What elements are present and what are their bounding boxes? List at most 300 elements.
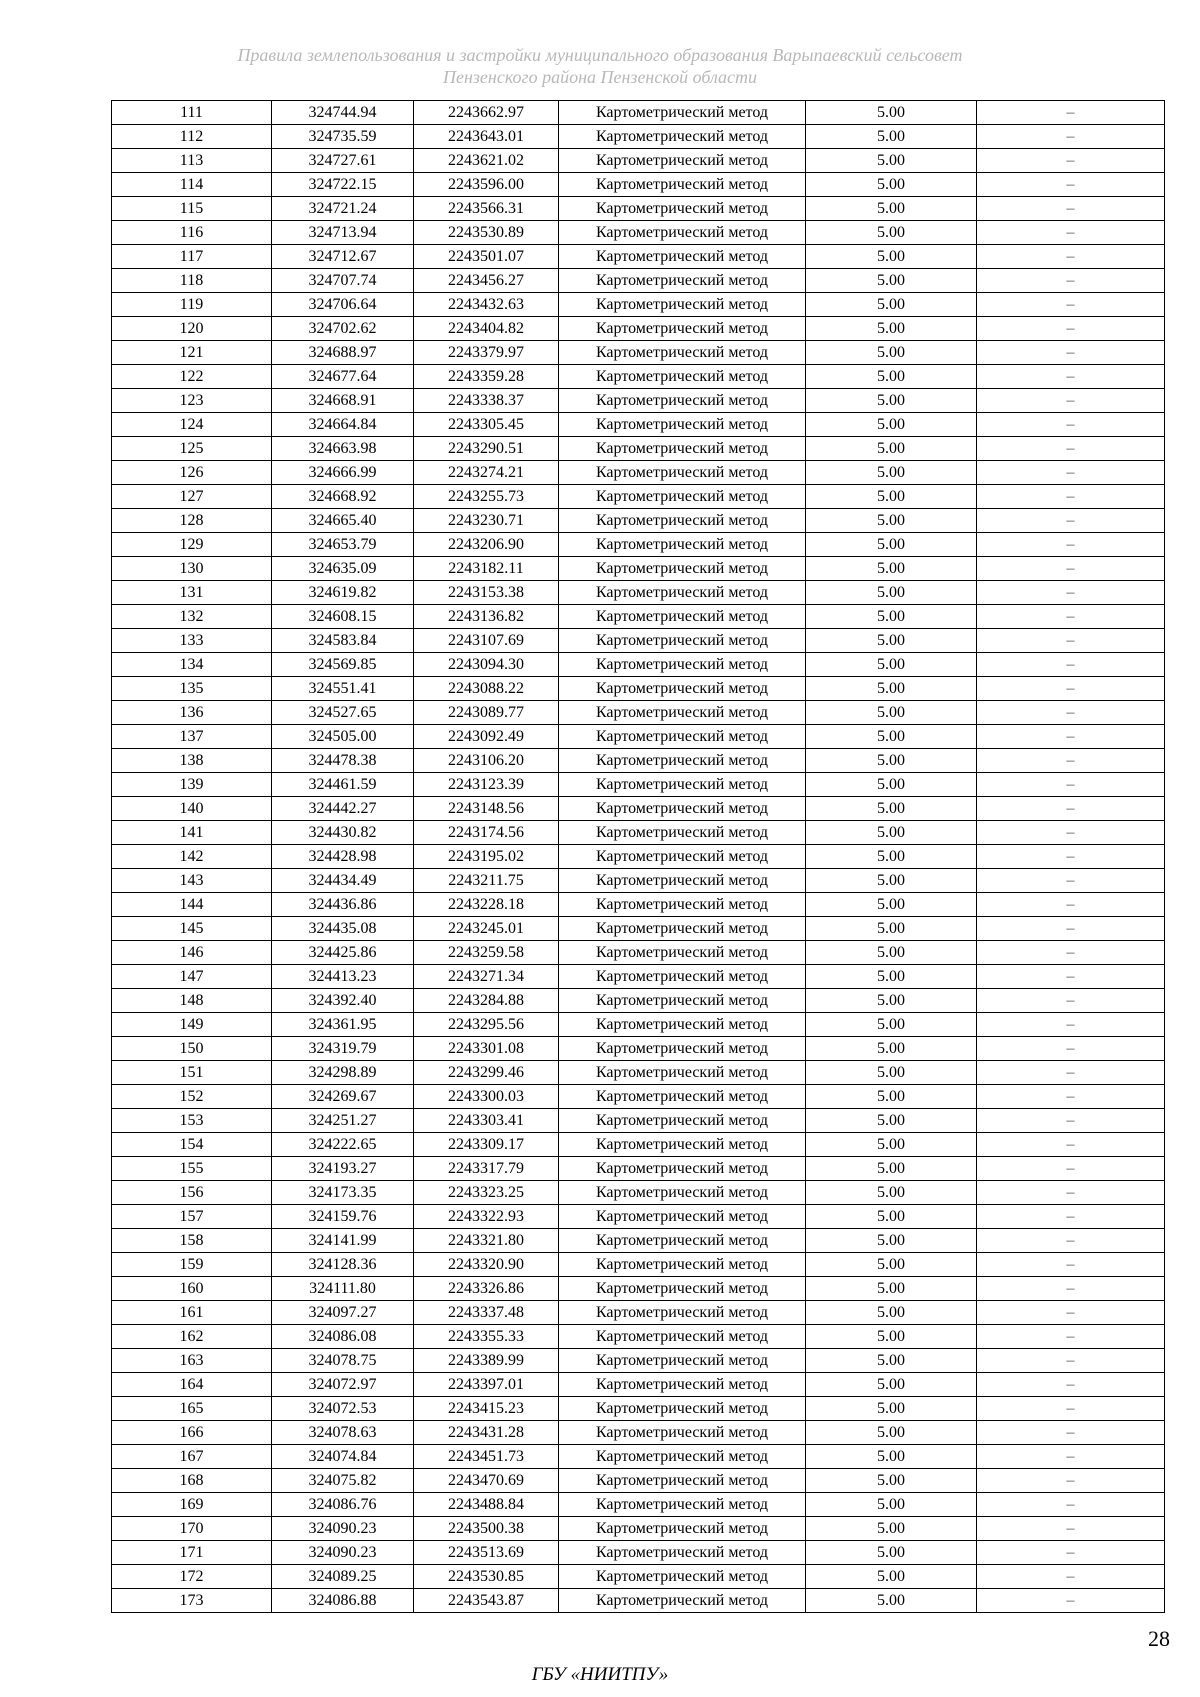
table-row — [112, 1205, 1165, 1229]
accuracy-cell: 5.00 — [806, 317, 977, 341]
table-row — [112, 317, 1165, 341]
y-coordinate-cell: 2243501.07 — [414, 245, 559, 269]
x-coordinate-cell: 324478.38 — [272, 749, 414, 773]
x-coordinate-cell: 324619.82 — [272, 581, 414, 605]
table-row — [112, 821, 1165, 845]
method-cell: Картометрический метод — [559, 1565, 806, 1589]
description-cell: – — [977, 1349, 1165, 1373]
y-coordinate-cell: 2243174.56 — [414, 821, 559, 845]
accuracy-cell: 5.00 — [806, 869, 977, 893]
y-coordinate-cell: 2243488.84 — [414, 1493, 559, 1517]
y-coordinate-cell: 2243230.71 — [414, 509, 559, 533]
x-coordinate-cell: 324527.65 — [272, 701, 414, 725]
y-coordinate-cell: 2243326.86 — [414, 1277, 559, 1301]
point-number-cell: 136 — [112, 701, 272, 725]
description-cell: – — [977, 1277, 1165, 1301]
description-cell: – — [977, 989, 1165, 1013]
table-row — [112, 773, 1165, 797]
table-row — [112, 797, 1165, 821]
description-cell: – — [977, 1181, 1165, 1205]
point-number-cell: 161 — [112, 1301, 272, 1325]
y-coordinate-cell: 2243431.28 — [414, 1421, 559, 1445]
method-cell: Картометрический метод — [559, 317, 806, 341]
table-row — [112, 245, 1165, 269]
y-coordinate-cell: 2243094.30 — [414, 653, 559, 677]
description-cell: – — [977, 413, 1165, 437]
x-coordinate-cell: 324298.89 — [272, 1061, 414, 1085]
table-row — [112, 1181, 1165, 1205]
y-coordinate-cell: 2243182.11 — [414, 557, 559, 581]
table-row — [112, 437, 1165, 461]
description-cell: – — [977, 1325, 1165, 1349]
x-coordinate-cell: 324608.15 — [272, 605, 414, 629]
y-coordinate-cell: 2243543.87 — [414, 1589, 559, 1613]
point-number-cell: 116 — [112, 221, 272, 245]
description-cell: – — [977, 1493, 1165, 1517]
y-coordinate-cell: 2243322.93 — [414, 1205, 559, 1229]
y-coordinate-cell: 2243415.23 — [414, 1397, 559, 1421]
method-cell: Картометрический метод — [559, 1037, 806, 1061]
description-cell: – — [977, 653, 1165, 677]
point-number-cell: 167 — [112, 1445, 272, 1469]
method-cell: Картометрический метод — [559, 437, 806, 461]
accuracy-cell: 5.00 — [806, 1061, 977, 1085]
point-number-cell: 173 — [112, 1589, 272, 1613]
point-number-cell: 142 — [112, 845, 272, 869]
description-cell: – — [977, 101, 1165, 125]
description-cell: – — [977, 1541, 1165, 1565]
method-cell: Картометрический метод — [559, 1589, 806, 1613]
x-coordinate-cell: 324425.86 — [272, 941, 414, 965]
x-coordinate-cell: 324086.08 — [272, 1325, 414, 1349]
method-cell: Картометрический метод — [559, 989, 806, 1013]
y-coordinate-cell: 2243317.79 — [414, 1157, 559, 1181]
y-coordinate-cell: 2243274.21 — [414, 461, 559, 485]
table-row — [112, 1253, 1165, 1277]
accuracy-cell: 5.00 — [806, 365, 977, 389]
y-coordinate-cell: 2243259.58 — [414, 941, 559, 965]
x-coordinate-cell: 324436.86 — [272, 893, 414, 917]
table-row — [112, 269, 1165, 293]
accuracy-cell: 5.00 — [806, 941, 977, 965]
table-row — [112, 197, 1165, 221]
y-coordinate-cell: 2243530.85 — [414, 1565, 559, 1589]
accuracy-cell: 5.00 — [806, 1277, 977, 1301]
y-coordinate-cell: 2243500.38 — [414, 1517, 559, 1541]
table-row — [112, 221, 1165, 245]
table-row — [112, 1325, 1165, 1349]
table-row — [112, 341, 1165, 365]
description-cell: – — [977, 941, 1165, 965]
table-row — [112, 629, 1165, 653]
description-cell: – — [977, 1421, 1165, 1445]
table-row — [112, 101, 1165, 125]
y-coordinate-cell: 2243271.34 — [414, 965, 559, 989]
x-coordinate-cell: 324707.74 — [272, 269, 414, 293]
table-row — [112, 125, 1165, 149]
method-cell: Картометрический метод — [559, 605, 806, 629]
point-number-cell: 158 — [112, 1229, 272, 1253]
coordinates-table-body — [112, 101, 1165, 1613]
accuracy-cell: 5.00 — [806, 1205, 977, 1229]
method-cell: Картометрический метод — [559, 173, 806, 197]
page-number: 28 — [1148, 1626, 1170, 1651]
method-cell: Картометрический метод — [559, 1325, 806, 1349]
x-coordinate-cell: 324222.65 — [272, 1133, 414, 1157]
method-cell: Картометрический метод — [559, 221, 806, 245]
method-cell: Картометрический метод — [559, 1253, 806, 1277]
method-cell: Картометрический метод — [559, 245, 806, 269]
table-row — [112, 941, 1165, 965]
table-row — [112, 1037, 1165, 1061]
table-row — [112, 965, 1165, 989]
description-cell: – — [977, 1013, 1165, 1037]
description-cell: – — [977, 1061, 1165, 1085]
accuracy-cell: 5.00 — [806, 1133, 977, 1157]
x-coordinate-cell: 324653.79 — [272, 533, 414, 557]
x-coordinate-cell: 324677.64 — [272, 365, 414, 389]
point-number-cell: 148 — [112, 989, 272, 1013]
accuracy-cell: 5.00 — [806, 269, 977, 293]
coordinates-table — [111, 100, 1165, 1613]
accuracy-cell: 5.00 — [806, 1325, 977, 1349]
table-row — [112, 1349, 1165, 1373]
point-number-cell: 126 — [112, 461, 272, 485]
y-coordinate-cell: 2243530.89 — [414, 221, 559, 245]
x-coordinate-cell: 324744.94 — [272, 101, 414, 125]
header-line-1: Правила землепользования и застройки муниципального образования Варыпаевский сельсовет — [237, 45, 963, 65]
description-cell: – — [977, 725, 1165, 749]
point-number-cell: 122 — [112, 365, 272, 389]
x-coordinate-cell: 324078.63 — [272, 1421, 414, 1445]
x-coordinate-cell: 324074.84 — [272, 1445, 414, 1469]
point-number-cell: 121 — [112, 341, 272, 365]
accuracy-cell: 5.00 — [806, 509, 977, 533]
accuracy-cell: 5.00 — [806, 173, 977, 197]
y-coordinate-cell: 2243107.69 — [414, 629, 559, 653]
accuracy-cell: 5.00 — [806, 821, 977, 845]
point-number-cell: 157 — [112, 1205, 272, 1229]
method-cell: Картометрический метод — [559, 869, 806, 893]
description-cell: – — [977, 149, 1165, 173]
point-number-cell: 155 — [112, 1157, 272, 1181]
table-row — [112, 389, 1165, 413]
method-cell: Картометрический метод — [559, 1205, 806, 1229]
description-cell: – — [977, 125, 1165, 149]
description-cell: – — [977, 293, 1165, 317]
table-row — [112, 1445, 1165, 1469]
x-coordinate-cell: 324319.79 — [272, 1037, 414, 1061]
point-number-cell: 137 — [112, 725, 272, 749]
y-coordinate-cell: 2243255.73 — [414, 485, 559, 509]
description-cell: – — [977, 749, 1165, 773]
point-number-cell: 134 — [112, 653, 272, 677]
point-number-cell: 166 — [112, 1421, 272, 1445]
x-coordinate-cell: 324668.91 — [272, 389, 414, 413]
table-row — [112, 1277, 1165, 1301]
method-cell: Картометрический метод — [559, 1397, 806, 1421]
y-coordinate-cell: 2243566.31 — [414, 197, 559, 221]
accuracy-cell: 5.00 — [806, 1181, 977, 1205]
x-coordinate-cell: 324173.35 — [272, 1181, 414, 1205]
accuracy-cell: 5.00 — [806, 1229, 977, 1253]
description-cell: – — [977, 245, 1165, 269]
x-coordinate-cell: 324706.64 — [272, 293, 414, 317]
method-cell: Картометрический метод — [559, 1421, 806, 1445]
point-number-cell: 139 — [112, 773, 272, 797]
description-cell: – — [977, 461, 1165, 485]
x-coordinate-cell: 324735.59 — [272, 125, 414, 149]
point-number-cell: 129 — [112, 533, 272, 557]
accuracy-cell: 5.00 — [806, 773, 977, 797]
y-coordinate-cell: 2243621.02 — [414, 149, 559, 173]
y-coordinate-cell: 2243338.37 — [414, 389, 559, 413]
table-row — [112, 293, 1165, 317]
y-coordinate-cell: 2243206.90 — [414, 533, 559, 557]
table-row — [112, 1229, 1165, 1253]
x-coordinate-cell: 324251.27 — [272, 1109, 414, 1133]
description-cell: – — [977, 1469, 1165, 1493]
table-row — [112, 1565, 1165, 1589]
accuracy-cell: 5.00 — [806, 605, 977, 629]
description-cell: – — [977, 629, 1165, 653]
point-number-cell: 152 — [112, 1085, 272, 1109]
x-coordinate-cell: 324086.76 — [272, 1493, 414, 1517]
point-number-cell: 120 — [112, 317, 272, 341]
method-cell: Картометрический метод — [559, 1013, 806, 1037]
accuracy-cell: 5.00 — [806, 389, 977, 413]
x-coordinate-cell: 324090.23 — [272, 1517, 414, 1541]
point-number-cell: 118 — [112, 269, 272, 293]
method-cell: Картометрический метод — [559, 1541, 806, 1565]
accuracy-cell: 5.00 — [806, 797, 977, 821]
table-row — [112, 989, 1165, 1013]
method-cell: Картометрический метод — [559, 365, 806, 389]
y-coordinate-cell: 2243301.08 — [414, 1037, 559, 1061]
method-cell: Картометрический метод — [559, 1157, 806, 1181]
accuracy-cell: 5.00 — [806, 1109, 977, 1133]
point-number-cell: 143 — [112, 869, 272, 893]
description-cell: – — [977, 1397, 1165, 1421]
x-coordinate-cell: 324392.40 — [272, 989, 414, 1013]
accuracy-cell: 5.00 — [806, 1517, 977, 1541]
method-cell: Картометрический метод — [559, 509, 806, 533]
y-coordinate-cell: 2243123.39 — [414, 773, 559, 797]
y-coordinate-cell: 2243404.82 — [414, 317, 559, 341]
method-cell: Картометрический метод — [559, 461, 806, 485]
point-number-cell: 127 — [112, 485, 272, 509]
y-coordinate-cell: 2243153.38 — [414, 581, 559, 605]
accuracy-cell: 5.00 — [806, 437, 977, 461]
description-cell: – — [977, 605, 1165, 629]
x-coordinate-cell: 324702.62 — [272, 317, 414, 341]
table-row — [112, 749, 1165, 773]
x-coordinate-cell: 324442.27 — [272, 797, 414, 821]
accuracy-cell: 5.00 — [806, 965, 977, 989]
x-coordinate-cell: 324713.94 — [272, 221, 414, 245]
description-cell: – — [977, 1517, 1165, 1541]
x-coordinate-cell: 324428.98 — [272, 845, 414, 869]
accuracy-cell: 5.00 — [806, 485, 977, 509]
method-cell: Картометрический метод — [559, 1469, 806, 1493]
x-coordinate-cell: 324141.99 — [272, 1229, 414, 1253]
x-coordinate-cell: 324159.76 — [272, 1205, 414, 1229]
table-row — [112, 1517, 1165, 1541]
method-cell: Картометрический метод — [559, 1445, 806, 1469]
point-number-cell: 164 — [112, 1373, 272, 1397]
description-cell: – — [977, 533, 1165, 557]
accuracy-cell: 5.00 — [806, 1397, 977, 1421]
x-coordinate-cell: 324583.84 — [272, 629, 414, 653]
point-number-cell: 144 — [112, 893, 272, 917]
method-cell: Картометрический метод — [559, 125, 806, 149]
accuracy-cell: 5.00 — [806, 341, 977, 365]
x-coordinate-cell: 324664.84 — [272, 413, 414, 437]
accuracy-cell: 5.00 — [806, 125, 977, 149]
point-number-cell: 153 — [112, 1109, 272, 1133]
accuracy-cell: 5.00 — [806, 1253, 977, 1277]
table-row — [112, 1085, 1165, 1109]
accuracy-cell: 5.00 — [806, 245, 977, 269]
method-cell: Картометрический метод — [559, 797, 806, 821]
accuracy-cell: 5.00 — [806, 101, 977, 125]
accuracy-cell: 5.00 — [806, 1037, 977, 1061]
y-coordinate-cell: 2243389.99 — [414, 1349, 559, 1373]
description-cell: – — [977, 437, 1165, 461]
y-coordinate-cell: 2243320.90 — [414, 1253, 559, 1277]
point-number-cell: 150 — [112, 1037, 272, 1061]
table-row — [112, 725, 1165, 749]
y-coordinate-cell: 2243456.27 — [414, 269, 559, 293]
y-coordinate-cell: 2243309.17 — [414, 1133, 559, 1157]
method-cell: Картометрический метод — [559, 893, 806, 917]
accuracy-cell: 5.00 — [806, 917, 977, 941]
description-cell: – — [977, 1253, 1165, 1277]
header-line-2: Пензенского района Пензенской области — [442, 67, 758, 87]
x-coordinate-cell: 324665.40 — [272, 509, 414, 533]
description-cell: – — [977, 821, 1165, 845]
point-number-cell: 163 — [112, 1349, 272, 1373]
method-cell: Картометрический метод — [559, 1517, 806, 1541]
description-cell: – — [977, 581, 1165, 605]
point-number-cell: 149 — [112, 1013, 272, 1037]
x-coordinate-cell: 324111.80 — [272, 1277, 414, 1301]
table-row — [112, 1397, 1165, 1421]
description-cell: – — [977, 341, 1165, 365]
method-cell: Картометрический метод — [559, 941, 806, 965]
table-row — [112, 1301, 1165, 1325]
description-cell: – — [977, 1301, 1165, 1325]
point-number-cell: 162 — [112, 1325, 272, 1349]
method-cell: Картометрический метод — [559, 1493, 806, 1517]
method-cell: Картометрический метод — [559, 101, 806, 125]
table-row — [112, 149, 1165, 173]
point-number-cell: 172 — [112, 1565, 272, 1589]
x-coordinate-cell: 324435.08 — [272, 917, 414, 941]
accuracy-cell: 5.00 — [806, 1349, 977, 1373]
table-row — [112, 1157, 1165, 1181]
point-number-cell: 115 — [112, 197, 272, 221]
accuracy-cell: 5.00 — [806, 1541, 977, 1565]
x-coordinate-cell: 324413.23 — [272, 965, 414, 989]
y-coordinate-cell: 2243245.01 — [414, 917, 559, 941]
y-coordinate-cell: 2243355.33 — [414, 1325, 559, 1349]
table-row — [112, 1589, 1165, 1613]
point-number-cell: 130 — [112, 557, 272, 581]
accuracy-cell: 5.00 — [806, 149, 977, 173]
description-cell: – — [977, 893, 1165, 917]
method-cell: Картометрический метод — [559, 821, 806, 845]
table-row — [112, 653, 1165, 677]
description-cell: – — [977, 1205, 1165, 1229]
method-cell: Картометрический метод — [559, 725, 806, 749]
point-number-cell: 128 — [112, 509, 272, 533]
point-number-cell: 156 — [112, 1181, 272, 1205]
description-cell: – — [977, 869, 1165, 893]
x-coordinate-cell: 324505.00 — [272, 725, 414, 749]
method-cell: Картометрический метод — [559, 1109, 806, 1133]
description-cell: – — [977, 1109, 1165, 1133]
description-cell: – — [977, 845, 1165, 869]
accuracy-cell: 5.00 — [806, 461, 977, 485]
table-row — [112, 1061, 1165, 1085]
method-cell: Картометрический метод — [559, 653, 806, 677]
method-cell: Картометрический метод — [559, 197, 806, 221]
y-coordinate-cell: 2243284.88 — [414, 989, 559, 1013]
method-cell: Картометрический метод — [559, 773, 806, 797]
accuracy-cell: 5.00 — [806, 1493, 977, 1517]
x-coordinate-cell: 324361.95 — [272, 1013, 414, 1037]
accuracy-cell: 5.00 — [806, 1301, 977, 1325]
y-coordinate-cell: 2243088.22 — [414, 677, 559, 701]
table-row — [112, 1109, 1165, 1133]
y-coordinate-cell: 2243432.63 — [414, 293, 559, 317]
x-coordinate-cell: 324430.82 — [272, 821, 414, 845]
y-coordinate-cell: 2243596.00 — [414, 173, 559, 197]
x-coordinate-cell: 324712.67 — [272, 245, 414, 269]
x-coordinate-cell: 324635.09 — [272, 557, 414, 581]
x-coordinate-cell: 324569.85 — [272, 653, 414, 677]
table-row — [112, 677, 1165, 701]
accuracy-cell: 5.00 — [806, 1157, 977, 1181]
method-cell: Картометрический метод — [559, 1277, 806, 1301]
table-row — [112, 1133, 1165, 1157]
y-coordinate-cell: 2243451.73 — [414, 1445, 559, 1469]
table-row — [112, 893, 1165, 917]
point-number-cell: 169 — [112, 1493, 272, 1517]
description-cell: – — [977, 221, 1165, 245]
table-row — [112, 509, 1165, 533]
point-number-cell: 147 — [112, 965, 272, 989]
x-coordinate-cell: 324078.75 — [272, 1349, 414, 1373]
x-coordinate-cell: 324089.25 — [272, 1565, 414, 1589]
y-coordinate-cell: 2243148.56 — [414, 797, 559, 821]
table-row — [112, 365, 1165, 389]
method-cell: Картометрический метод — [559, 1061, 806, 1085]
x-coordinate-cell: 324666.99 — [272, 461, 414, 485]
method-cell: Картометрический метод — [559, 269, 806, 293]
point-number-cell: 170 — [112, 1517, 272, 1541]
method-cell: Картометрический метод — [559, 149, 806, 173]
table-row — [112, 845, 1165, 869]
x-coordinate-cell: 324269.67 — [272, 1085, 414, 1109]
method-cell: Картометрический метод — [559, 1301, 806, 1325]
description-cell: – — [977, 269, 1165, 293]
method-cell: Картометрический метод — [559, 1349, 806, 1373]
y-coordinate-cell: 2243662.97 — [414, 101, 559, 125]
point-number-cell: 119 — [112, 293, 272, 317]
point-number-cell: 114 — [112, 173, 272, 197]
